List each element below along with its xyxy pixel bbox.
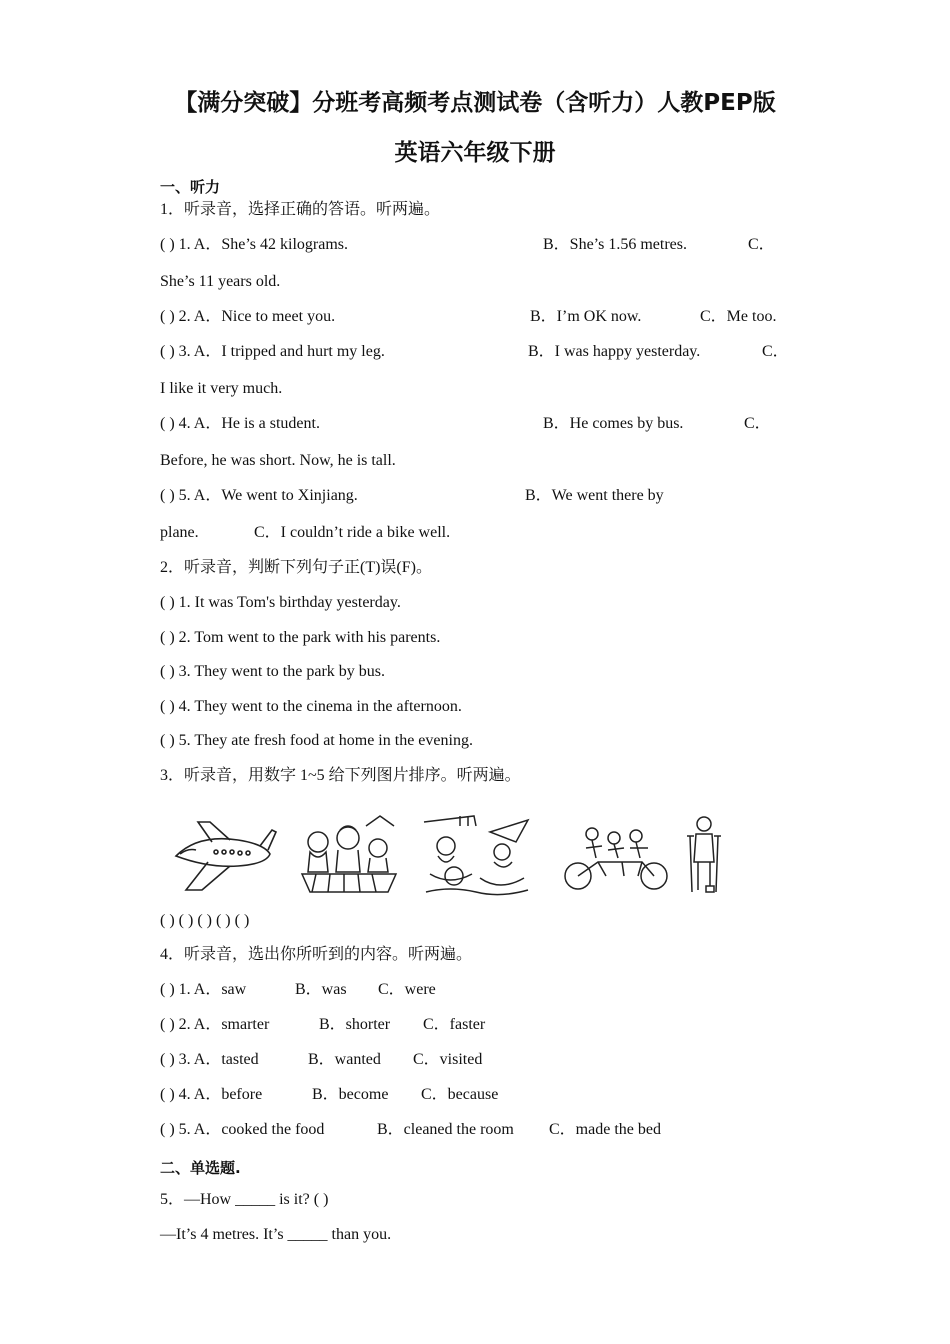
q1-instruction: 1．听录音，选择正确的答语。听两遍。 xyxy=(160,201,441,218)
q2-item-3: ( ) 3. They went to the park by bus. xyxy=(160,663,385,680)
q1-item-5-c: C．I couldn’t ride a bike well. xyxy=(254,524,451,541)
q1-item-5-b-cont: plane. xyxy=(160,524,199,541)
tandem-bike-picture xyxy=(562,812,670,896)
q5-response: —It’s 4 metres. It’s _____ than you. xyxy=(160,1226,392,1243)
q4-item-1-b: B．was xyxy=(295,981,347,998)
q1-item-3-b: B．I was happy yesterday. xyxy=(528,343,701,360)
q4-item-4-c: C．because xyxy=(421,1086,499,1103)
q4-item-3-c: C．visited xyxy=(413,1051,483,1068)
q1-item-4-a: ( ) 4. A．He is a student. xyxy=(160,415,320,432)
q4-item-2-a: ( ) 2. A．smarter xyxy=(160,1016,270,1033)
q1-item-3-a: ( ) 3. A．I tripped and hurt my leg. xyxy=(160,343,385,360)
title-line-2: 英语六年级下册 xyxy=(394,140,556,166)
q4-item-3-b: B．wanted xyxy=(308,1051,381,1068)
q1-item-1-c-cont: She’s 11 years old. xyxy=(160,273,281,290)
q2-item-5: ( ) 5. They ate fresh food at home in the evening. xyxy=(160,732,473,749)
q1-item-4-c-cont: Before, he was short. Now, he is tall. xyxy=(160,452,396,469)
q4-item-4-b: B．become xyxy=(312,1086,389,1103)
q1-item-4-c: C． xyxy=(744,415,771,432)
q2-item-2: ( ) 2. Tom went to the park with his parents. xyxy=(160,629,441,646)
q1-item-1-a: ( ) 1. A．She’s 42 kilograms. xyxy=(160,236,348,253)
q4-item-5-a: ( ) 5. A．cooked the food xyxy=(160,1121,325,1138)
q4-instruction: 4．听录音，选出你所听到的内容。听两遍。 xyxy=(160,946,473,963)
q3-instruction: 3．听录音，用数字 1~5 给下列图片排序。听两遍。 xyxy=(160,767,521,784)
q4-item-2-c: C．faster xyxy=(423,1016,486,1033)
section-single-choice-heading: 二、单选题. xyxy=(160,1159,241,1177)
q4-item-5-c: C．made the bed xyxy=(549,1121,661,1138)
q1-item-1-b: B．She’s 1.56 metres. xyxy=(543,236,687,253)
title-line-1: 【满分突破】分班考高频考点测试卷（含听力）人教PEP版 xyxy=(174,90,776,116)
q3-answer-blanks: ( ) ( ) ( ) ( ) ( ) xyxy=(160,912,250,929)
q4-item-5-b: B．cleaned the room xyxy=(377,1121,514,1138)
q1-item-3-c: C． xyxy=(762,343,789,360)
q1-item-1-c: C． xyxy=(748,236,775,253)
section-listening-heading: 一、听力 xyxy=(160,178,221,196)
picnic-picture xyxy=(296,812,402,896)
q1-item-3-c-cont: I like it very much. xyxy=(160,380,283,397)
q5-question: 5．—How _____ is it? ( ) xyxy=(160,1191,329,1208)
q4-item-3-a: ( ) 3. A．tasted xyxy=(160,1051,259,1068)
q2-item-1: ( ) 1. It was Tom's birthday yesterday. xyxy=(160,594,401,611)
q1-item-2-a: ( ) 2. A．Nice to meet you. xyxy=(160,308,336,325)
q4-item-2-b: B．shorter xyxy=(319,1016,391,1033)
q1-item-4-b: B．He comes by bus. xyxy=(543,415,684,432)
q1-item-5-b: B．We went there by xyxy=(525,487,664,504)
q4-item-1-c: C．were xyxy=(378,981,436,998)
q2-instruction: 2．听录音，判断下列句子正(T)误(F)。 xyxy=(160,559,432,576)
boating-picture xyxy=(420,812,532,896)
q4-item-4-a: ( ) 4. A．before xyxy=(160,1086,263,1103)
q2-item-4: ( ) 4. They went to the cinema in the afternoon. xyxy=(160,698,462,715)
boy-on-crutches-picture xyxy=(684,812,724,896)
q1-item-5-a: ( ) 5. A．We went to Xinjiang. xyxy=(160,487,358,504)
q1-item-2-c: C．Me too. xyxy=(700,308,777,325)
q1-item-2-b: B．I’m OK now. xyxy=(530,308,642,325)
q4-item-1-a: ( ) 1. A．saw xyxy=(160,981,247,998)
airplane-picture xyxy=(168,812,278,896)
